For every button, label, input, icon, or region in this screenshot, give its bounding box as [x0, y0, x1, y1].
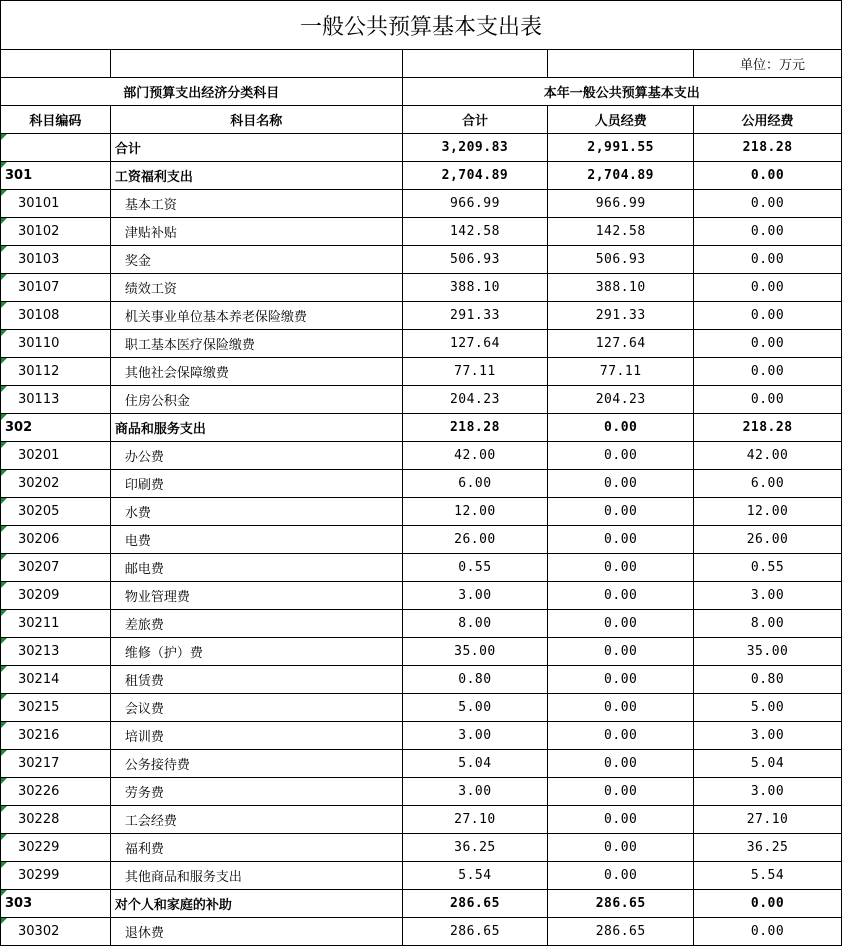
table-row [1, 862, 842, 890]
row-name-cell[interactable]: 培训费 [110, 722, 402, 750]
row-public-cell[interactable]: 26.00 [694, 526, 842, 554]
row-name-cell[interactable]: 住房公积金 [110, 386, 402, 414]
table-row [1, 890, 842, 918]
row-code-cell[interactable]: 30215 [1, 694, 111, 722]
row-name-cell[interactable]: 绩效工资 [110, 274, 402, 302]
column-header-code: 科目编码 [1, 106, 111, 134]
table-row [1, 358, 842, 386]
row-total-cell[interactable]: 142.58 [402, 218, 548, 246]
row-personnel-cell[interactable]: 506.93 [548, 246, 694, 274]
row-total-cell[interactable]: 8.00 [402, 610, 548, 638]
row-code-cell[interactable]: 30228 [1, 806, 111, 834]
row-name-cell[interactable]: 会议费 [110, 694, 402, 722]
row-total-cell[interactable]: 5.54 [402, 862, 548, 890]
row-total-cell[interactable]: 204.23 [402, 386, 548, 414]
row-name-cell[interactable]: 邮电费 [110, 554, 402, 582]
row-personnel-cell[interactable]: 0.00 [548, 806, 694, 834]
table-row [1, 274, 842, 302]
row-total-cell[interactable]: 3.00 [402, 778, 548, 806]
row-name-cell[interactable]: 租赁费 [110, 666, 402, 694]
row-name-cell[interactable]: 水费 [110, 498, 402, 526]
row-code-cell[interactable]: 30226 [1, 778, 111, 806]
row-name-cell[interactable]: 维修（护）费 [110, 638, 402, 666]
row-personnel-cell[interactable]: 286.65 [548, 890, 694, 918]
row-total-cell[interactable]: 0.80 [402, 666, 548, 694]
row-personnel-cell[interactable]: 2,991.55 [548, 134, 694, 162]
row-name-cell[interactable]: 工资福利支出 [110, 162, 402, 190]
table-row [1, 330, 842, 358]
row-total-cell[interactable]: 3.00 [402, 582, 548, 610]
table-row [1, 134, 842, 162]
row-public-cell[interactable]: 3.00 [694, 582, 842, 610]
row-public-cell[interactable]: 0.00 [694, 274, 842, 302]
row-code-cell[interactable]: 302 [1, 414, 111, 442]
table-row [1, 470, 842, 498]
table-row [1, 806, 842, 834]
row-name-cell[interactable]: 奖金 [110, 246, 402, 274]
unit-row [1, 50, 842, 78]
row-public-cell[interactable]: 3.00 [694, 722, 842, 750]
row-personnel-cell[interactable]: 0.00 [548, 470, 694, 498]
table-row [1, 610, 842, 638]
row-public-cell[interactable]: 8.00 [694, 610, 842, 638]
row-public-cell[interactable]: 5.54 [694, 862, 842, 890]
row-total-cell[interactable]: 5.00 [402, 694, 548, 722]
table-row [1, 190, 842, 218]
row-personnel-cell[interactable]: 0.00 [548, 498, 694, 526]
row-public-cell[interactable]: 0.00 [694, 358, 842, 386]
row-total-cell[interactable]: 127.64 [402, 330, 548, 358]
row-public-cell[interactable]: 0.00 [694, 330, 842, 358]
row-total-cell[interactable]: 26.00 [402, 526, 548, 554]
row-name-cell[interactable]: 机关事业单位基本养老保险缴费 [110, 302, 402, 330]
page-title: 一般公共预算基本支出表 [1, 1, 842, 50]
row-name-cell[interactable]: 工会经费 [110, 806, 402, 834]
row-personnel-cell[interactable]: 0.00 [548, 722, 694, 750]
row-code-cell[interactable]: 301 [1, 162, 111, 190]
row-total-cell[interactable]: 3.00 [402, 722, 548, 750]
row-public-cell[interactable]: 0.00 [694, 190, 842, 218]
table-row [1, 442, 842, 470]
table-row [1, 694, 842, 722]
row-public-cell[interactable]: 5.00 [694, 694, 842, 722]
row-public-cell[interactable]: 218.28 [694, 134, 842, 162]
row-public-cell[interactable]: 0.00 [694, 918, 842, 946]
row-personnel-cell[interactable]: 0.00 [548, 442, 694, 470]
row-public-cell[interactable]: 0.00 [694, 218, 842, 246]
row-total-cell[interactable]: 27.10 [402, 806, 548, 834]
row-personnel-cell[interactable]: 0.00 [548, 666, 694, 694]
row-total-cell[interactable]: 218.28 [402, 414, 548, 442]
table-row [1, 638, 842, 666]
table-row [1, 750, 842, 778]
row-personnel-cell[interactable]: 77.11 [548, 358, 694, 386]
row-name-cell[interactable]: 津贴补贴 [110, 218, 402, 246]
row-personnel-cell[interactable]: 204.23 [548, 386, 694, 414]
row-code-cell[interactable]: 30108 [1, 302, 111, 330]
budget-table-body [1, 1, 842, 946]
row-total-cell[interactable]: 42.00 [402, 442, 548, 470]
empty-cell[interactable] [402, 50, 548, 78]
row-total-cell[interactable]: 388.10 [402, 274, 548, 302]
row-code-cell[interactable]: 30299 [1, 862, 111, 890]
column-header-total: 合计 [402, 106, 548, 134]
row-name-cell[interactable]: 合计 [110, 134, 402, 162]
row-public-cell[interactable]: 0.00 [694, 302, 842, 330]
row-total-cell[interactable]: 0.55 [402, 554, 548, 582]
row-code-cell[interactable]: 30211 [1, 610, 111, 638]
row-code-cell[interactable]: 30302 [1, 918, 111, 946]
row-public-cell[interactable]: 0.00 [694, 162, 842, 190]
table-row [1, 666, 842, 694]
row-total-cell[interactable]: 286.65 [402, 890, 548, 918]
row-personnel-cell[interactable]: 142.58 [548, 218, 694, 246]
row-code-cell[interactable]: 30101 [1, 190, 111, 218]
row-public-cell[interactable]: 0.80 [694, 666, 842, 694]
row-code-cell[interactable]: 30214 [1, 666, 111, 694]
row-public-cell[interactable]: 0.55 [694, 554, 842, 582]
row-total-cell[interactable]: 77.11 [402, 358, 548, 386]
row-name-cell[interactable]: 差旅费 [110, 610, 402, 638]
table-row [1, 582, 842, 610]
row-total-cell[interactable]: 12.00 [402, 498, 548, 526]
column-header-name: 科目名称 [110, 106, 402, 134]
empty-cell[interactable] [548, 50, 694, 78]
row-code-cell[interactable] [1, 134, 111, 162]
row-personnel-cell[interactable]: 0.00 [548, 414, 694, 442]
row-total-cell[interactable]: 36.25 [402, 834, 548, 862]
row-personnel-cell[interactable]: 0.00 [548, 750, 694, 778]
row-public-cell[interactable]: 218.28 [694, 414, 842, 442]
column-header-personnel: 人员经费 [548, 106, 694, 134]
row-code-cell[interactable]: 30213 [1, 638, 111, 666]
row-personnel-cell[interactable]: 0.00 [548, 526, 694, 554]
row-total-cell[interactable]: 35.00 [402, 638, 548, 666]
row-name-cell[interactable]: 印刷费 [110, 470, 402, 498]
row-personnel-cell[interactable]: 0.00 [548, 778, 694, 806]
table-row [1, 526, 842, 554]
row-personnel-cell[interactable]: 0.00 [548, 582, 694, 610]
row-total-cell[interactable]: 6.00 [402, 470, 548, 498]
row-public-cell[interactable]: 36.25 [694, 834, 842, 862]
row-public-cell[interactable]: 3.00 [694, 778, 842, 806]
row-name-cell[interactable]: 其他社会保障缴费 [110, 358, 402, 386]
row-name-cell[interactable]: 退休费 [110, 918, 402, 946]
row-code-cell[interactable]: 30229 [1, 834, 111, 862]
table-row [1, 302, 842, 330]
row-code-cell[interactable]: 30113 [1, 386, 111, 414]
table-row [1, 834, 842, 862]
row-public-cell[interactable]: 35.00 [694, 638, 842, 666]
row-name-cell[interactable]: 物业管理费 [110, 582, 402, 610]
row-total-cell[interactable]: 5.04 [402, 750, 548, 778]
row-personnel-cell[interactable]: 0.00 [548, 638, 694, 666]
row-code-cell[interactable]: 30207 [1, 554, 111, 582]
table-row [1, 386, 842, 414]
unit-label: 单位：万元 [694, 50, 842, 78]
group-header-left: 部门预算支出经济分类科目 [1, 78, 403, 106]
row-total-cell[interactable]: 966.99 [402, 190, 548, 218]
row-public-cell[interactable]: 12.00 [694, 498, 842, 526]
row-code-cell[interactable]: 30209 [1, 582, 111, 610]
table-row [1, 498, 842, 526]
row-code-cell[interactable]: 30205 [1, 498, 111, 526]
row-name-cell[interactable]: 办公费 [110, 442, 402, 470]
row-public-cell[interactable]: 42.00 [694, 442, 842, 470]
row-personnel-cell[interactable]: 0.00 [548, 694, 694, 722]
row-public-cell[interactable]: 27.10 [694, 806, 842, 834]
table-row [1, 162, 842, 190]
table-row [1, 918, 842, 946]
table-row [1, 218, 842, 246]
row-name-cell[interactable]: 电费 [110, 526, 402, 554]
row-public-cell[interactable]: 0.00 [694, 246, 842, 274]
row-code-cell[interactable]: 30103 [1, 246, 111, 274]
row-public-cell[interactable]: 5.04 [694, 750, 842, 778]
row-name-cell[interactable]: 商品和服务支出 [110, 414, 402, 442]
row-public-cell[interactable]: 6.00 [694, 470, 842, 498]
row-name-cell[interactable]: 对个人和家庭的补助 [110, 890, 402, 918]
row-total-cell[interactable]: 286.65 [402, 918, 548, 946]
row-code-cell[interactable]: 30206 [1, 526, 111, 554]
row-public-cell[interactable]: 0.00 [694, 386, 842, 414]
row-name-cell[interactable]: 公务接待费 [110, 750, 402, 778]
empty-cell[interactable] [110, 50, 402, 78]
row-code-cell[interactable]: 303 [1, 890, 111, 918]
table-row [1, 722, 842, 750]
table-row [1, 554, 842, 582]
row-total-cell[interactable]: 3,209.83 [402, 134, 548, 162]
row-name-cell[interactable]: 福利费 [110, 834, 402, 862]
row-personnel-cell[interactable]: 127.64 [548, 330, 694, 358]
row-code-cell[interactable]: 30102 [1, 218, 111, 246]
row-name-cell[interactable]: 劳务费 [110, 778, 402, 806]
row-personnel-cell[interactable]: 0.00 [548, 554, 694, 582]
row-code-cell[interactable]: 30107 [1, 274, 111, 302]
row-personnel-cell[interactable]: 0.00 [548, 834, 694, 862]
row-name-cell[interactable]: 其他商品和服务支出 [110, 862, 402, 890]
row-code-cell[interactable]: 30110 [1, 330, 111, 358]
row-code-cell[interactable]: 30201 [1, 442, 111, 470]
row-public-cell[interactable]: 0.00 [694, 890, 842, 918]
group-header-right: 本年一般公共预算基本支出 [402, 78, 841, 106]
row-personnel-cell[interactable]: 2,704.89 [548, 162, 694, 190]
row-code-cell[interactable]: 30217 [1, 750, 111, 778]
row-code-cell[interactable]: 30112 [1, 358, 111, 386]
table-row [1, 414, 842, 442]
group-header-row [1, 78, 842, 106]
row-name-cell[interactable]: 职工基本医疗保险缴费 [110, 330, 402, 358]
empty-cell[interactable] [1, 50, 111, 78]
row-personnel-cell[interactable]: 286.65 [548, 918, 694, 946]
row-personnel-cell[interactable]: 291.33 [548, 302, 694, 330]
row-personnel-cell[interactable]: 966.99 [548, 190, 694, 218]
column-header-public: 公用经费 [694, 106, 842, 134]
row-personnel-cell[interactable]: 0.00 [548, 862, 694, 890]
row-total-cell[interactable]: 506.93 [402, 246, 548, 274]
row-personnel-cell[interactable]: 0.00 [548, 610, 694, 638]
row-code-cell[interactable]: 30202 [1, 470, 111, 498]
table-row [1, 778, 842, 806]
row-code-cell[interactable]: 30216 [1, 722, 111, 750]
column-header-row [1, 106, 842, 134]
row-name-cell[interactable]: 基本工资 [110, 190, 402, 218]
title-row [1, 1, 842, 50]
row-personnel-cell[interactable]: 388.10 [548, 274, 694, 302]
row-total-cell[interactable]: 2,704.89 [402, 162, 548, 190]
row-total-cell[interactable]: 291.33 [402, 302, 548, 330]
table-row [1, 246, 842, 274]
